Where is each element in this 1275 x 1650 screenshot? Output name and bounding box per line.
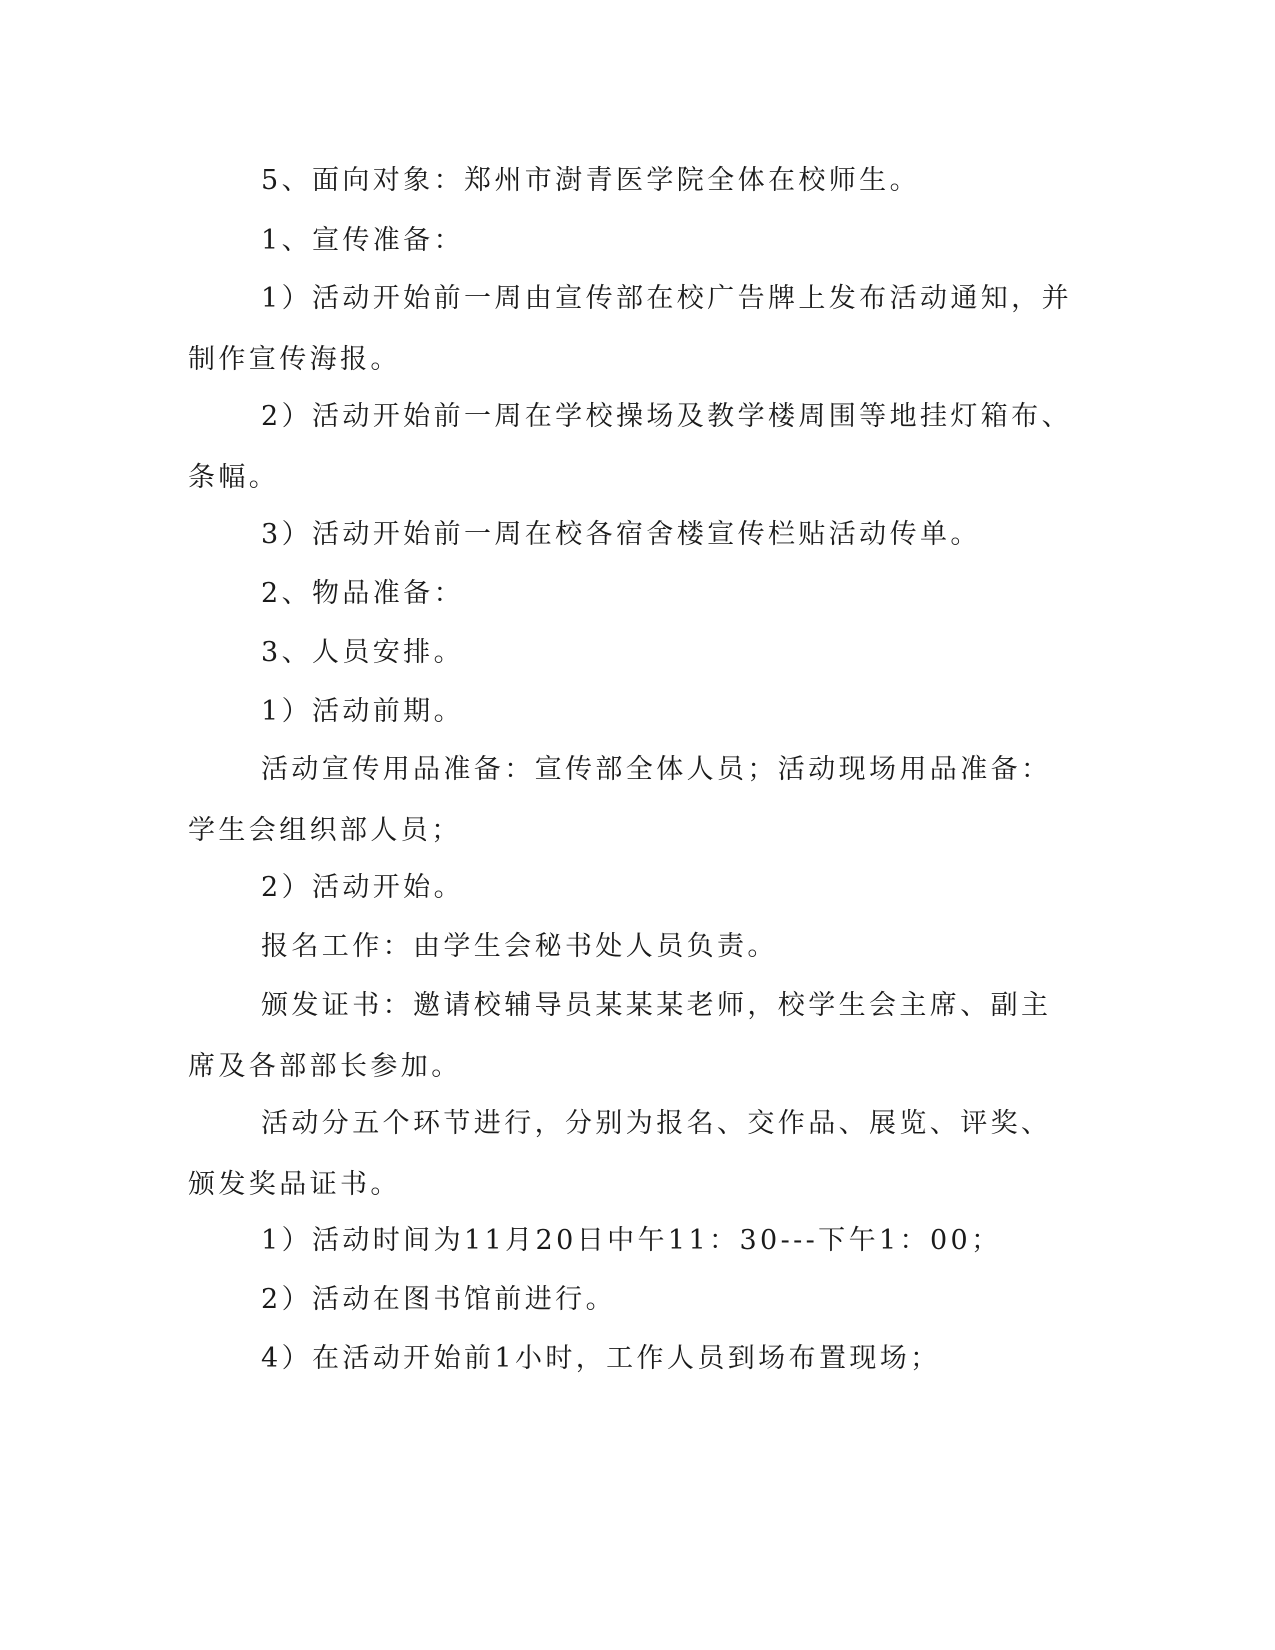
paragraph-setup: 4）在活动开始前1小时，工作人员到场布置现场； [261,1343,941,1374]
paragraph-early-stage: 1）活动前期。 [261,696,464,727]
paragraph-supplies-staff: 活动宣传用品准备：宣传部全体人员；活动现场用品准备：学生会组织部人员； [188,754,1052,846]
paragraph-publicity-1: 1）活动开始前一周由宣传部在校广告牌上发布活动通知，并制作宣传海报。 [188,283,1072,375]
paragraph-location: 2）活动在图书馆前进行。 [261,1284,616,1315]
paragraph-time: 1）活动时间为11月20日中午11：30---下午1：00； [261,1225,1002,1256]
paragraph-publicity-3: 3）活动开始前一周在校各宿舍楼宣传栏贴活动传单。 [261,519,981,550]
paragraph-publicity-prep: 1、宣传准备： [261,225,464,256]
paragraph-target-audience: 5、面向对象：郑州市澍青医学院全体在校师生。 [261,165,920,196]
paragraph-certificates: 颁发证书：邀请校辅导员某某某老师，校学生会主席、副主席及各部部长参加。 [188,990,1052,1082]
paragraph-staffing: 3、人员安排。 [261,637,464,668]
paragraph-five-stages: 活动分五个环节进行，分别为报名、交作品、展览、评奖、颁发奖品证书。 [188,1108,1052,1200]
paragraph-activity-start: 2）活动开始。 [261,872,464,903]
paragraph-publicity-2: 2）活动开始前一周在学校操场及教学楼周围等地挂灯箱布、条幅。 [188,401,1072,493]
paragraph-materials-prep: 2、物品准备： [261,578,464,609]
paragraph-registration: 报名工作：由学生会秘书处人员负责。 [261,931,778,962]
